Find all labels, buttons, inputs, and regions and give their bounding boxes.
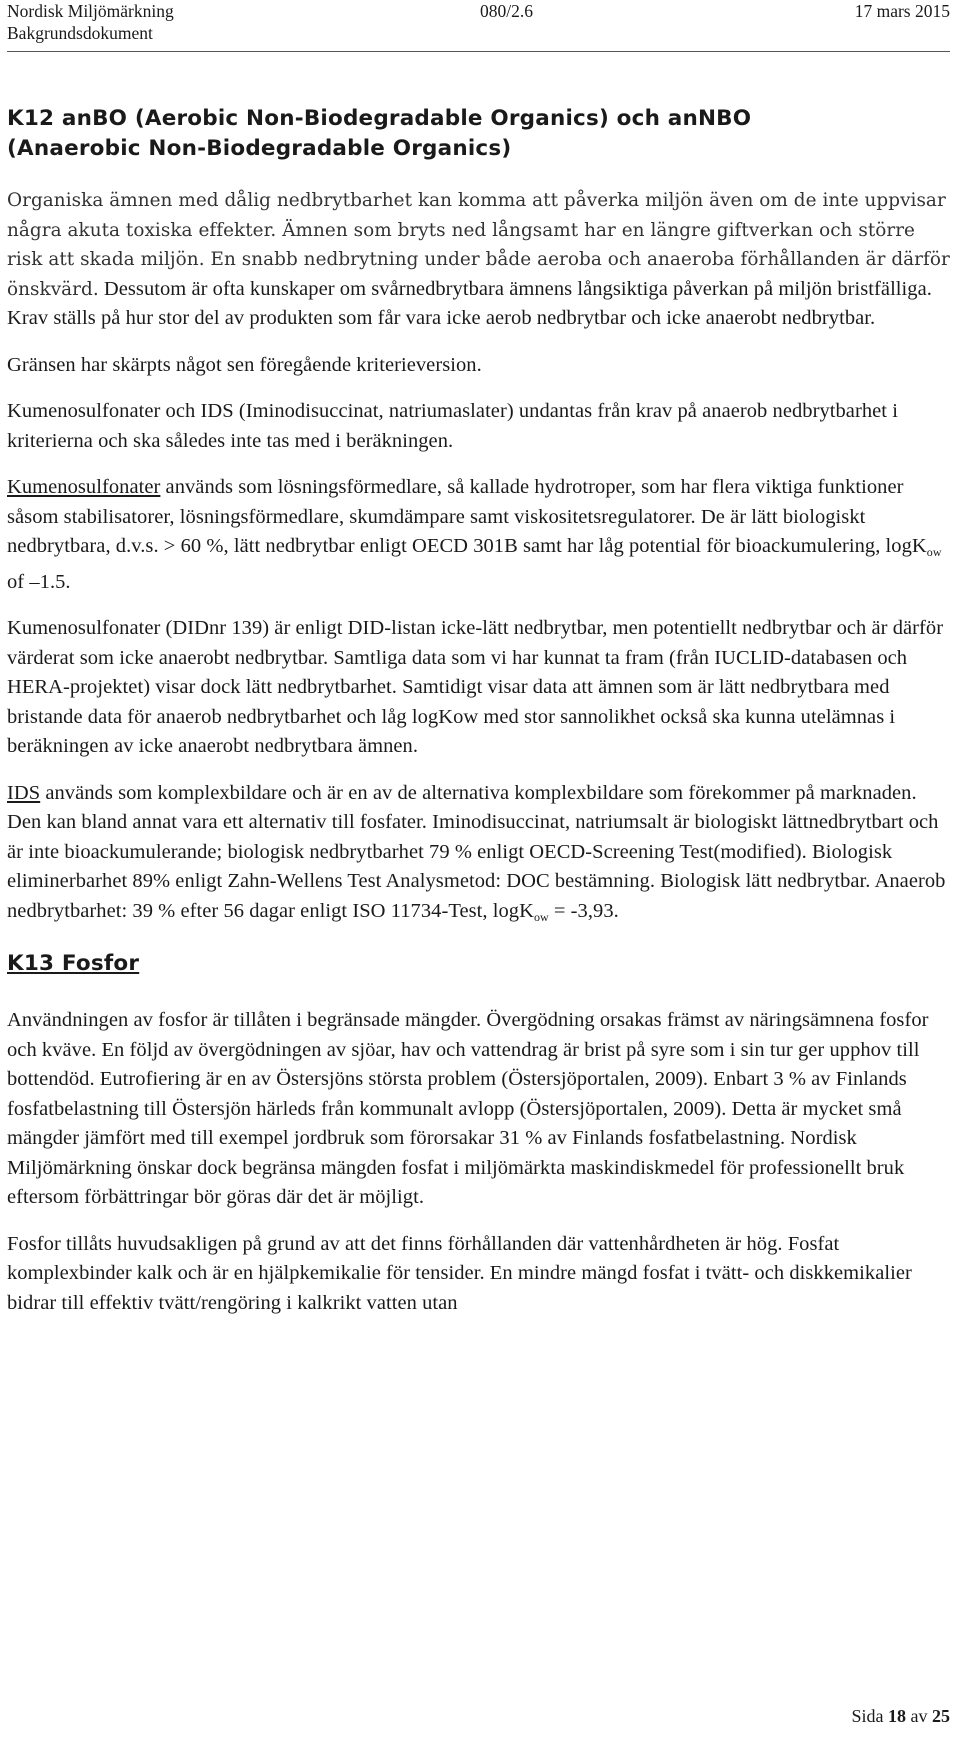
header-doc-type: Bakgrundsdokument bbox=[7, 23, 153, 43]
header-date: 17 mars 2015 bbox=[854, 1, 950, 21]
k12-paragraph-2: Gränsen har skärpts något sen föregående kriterieversion. bbox=[7, 353, 482, 376]
page-header bbox=[7, 0, 950, 52]
page-footer bbox=[851, 1706, 950, 1727]
footer-page-total: 25 bbox=[932, 1706, 950, 1726]
k12-paragraph-4 bbox=[7, 473, 953, 597]
k12-p1-rest: Dessutom är ofta kunskaper om svårnedbrytbara ämnens långsiktiga påverkan på miljön bristfälliga. Krav ställs på hur stor del av produkten som får vara icke aerob nedbrytbar och icke anaerobt nedbrytbar. bbox=[7, 277, 932, 329]
k13-paragraph-2: Fosfor tillåts huvudsakligen på grund av att det finns förhållanden där vattenhårdheten är hög. Fosfat komplexbinder kalk och är en hjälpkemikalie för tensider. En mindre mängd fosfat i tvätt- och diskkemikalier bidrar till effektiv tvätt/rengöring i kalkrikt vatten utan bbox=[7, 1232, 912, 1314]
section-heading-k13: K13 Fosfor bbox=[7, 951, 140, 976]
k12-paragraph-1 bbox=[7, 186, 953, 334]
section-heading-k12 bbox=[7, 104, 953, 164]
ids-term: IDS bbox=[7, 781, 41, 804]
k12-p4-tail: of –1.5. bbox=[7, 570, 71, 593]
header-org: Nordisk Miljömärkning bbox=[7, 1, 174, 21]
k12-p6-subscript: ow bbox=[533, 909, 549, 924]
k12-p6-tail: = -3,93. bbox=[548, 899, 619, 922]
header-doc-number: 080/2.6 bbox=[480, 1, 533, 21]
k12-p1-intro: Organiska ämnen med dålig nedbrytbarhet kan komma att påverka miljön även om de inte uppvisar några akuta toxiska effekter. Ämnen som bryts ned långsamt har en längre giftverkan och större risk att skada miljön. En snabb nedbrytning under både aeroba och anaeroba förhållanden är därför önskvärd. bbox=[7, 190, 950, 300]
footer-page-number: 18 bbox=[888, 1706, 906, 1726]
header-divider bbox=[7, 51, 950, 52]
document-body bbox=[7, 104, 953, 1335]
footer-of-label: av bbox=[910, 1706, 928, 1726]
k12-p4-subscript: ow bbox=[926, 545, 942, 559]
k12-title-line1: K12 anBO (Aerobic Non-Biodegradable Organics) och anNBO bbox=[7, 106, 752, 131]
kumenosulfonater-term: Kumenosulfonater bbox=[7, 476, 161, 498]
footer-page-label: Sida bbox=[851, 1706, 884, 1726]
k12-p4-text: används som lösningsförmedlare, så kallade hydrotroper, som har flera viktiga funktioner såsom stabilisatorer, lösningsförmedlare, skumdämpare samt viskositetsregulatorer. De är lätt biologiskt nedbrytbara, d.v.s. > 60 %, lätt nedbrytbar enligt OECD 301B samt har låg potential för bioackumulering, logK bbox=[7, 476, 927, 557]
k12-title-line2: (Anaerobic Non-Biodegradable Organics) bbox=[7, 136, 512, 161]
k13-paragraph-1: Användningen av fosfor är tillåten i begränsade mängder. Övergödning orsakas främst av näringsämnena fosfor och kväve. En följd av övergödningen av sjöar, hav och vattendrag är brist på syre som i sin tur ger upphov till bottendöd. Eutrofiering är en av Östersjöns största problem (Östersjöportalen, 2009). Enbart 3 % av Finlands fosfatbelastning till Östersjön härleds från kommunalt avlopp (Östersjöportalen, 2009). Detta är mycket små mängder jämfört med till exempel jordbruk som förorsakar 31 % av Finlands fosfatbelastning. Nordisk Miljömärkning önskar dock begränsa mängden fosfat i miljömärkta maskindiskmedel för professionellt bruk eftersom förbättringar bör göras där det är möjligt. bbox=[7, 1009, 929, 1208]
k12-paragraph-3: Kumenosulfonater och IDS (Iminodisuccinat, natriumaslater) undantas från krav på anaerob nedbrytbarhet i kriterierna och ska således inte tas med i beräkningen. bbox=[7, 400, 898, 452]
k12-paragraph-6 bbox=[7, 779, 953, 933]
k12-p6-text: används som komplexbildare och är en av de alternativa komplexbildare som förekommer på marknaden. Den kan bland annat vara ett alternativ till fosfater. Iminodisuccinat, natriumsalt är biologiskt lättnedbrytbart och är inte bioackumulerande; biologisk nedbrytbarhet 79 % enligt OECD-Screening Test(modified). Biologisk eliminerbarhet 89% enligt Zahn-Wellens Test Analysmetod: DOC bestämning. Biologisk lätt nedbrytbar. Anaerob nedbrytbarhet: 39 % efter 56 dagar enligt ISO 11734-Test, logK bbox=[7, 781, 946, 922]
k12-paragraph-5: Kumenosulfonater (DIDnr 139) är enligt DID-listan icke-lätt nedbrytbar, men potentiellt nedbrytbar och är därför värderat som icke anaerobt nedbrytbar. Samtliga data som vi har kunnat ta fram (från IUCLID-databasen och HERA-projektet) visar dock lätt nedbrytbarhet. Samtidigt visar data att ämnen som är lätt nedbrytbara med bristande data för anaerob nedbrytbarhet och låg logKow med stor sannolikhet också ska kunna utelämnas i beräkningen av icke anaerobt nedbrytbara ämnen. bbox=[7, 617, 944, 757]
